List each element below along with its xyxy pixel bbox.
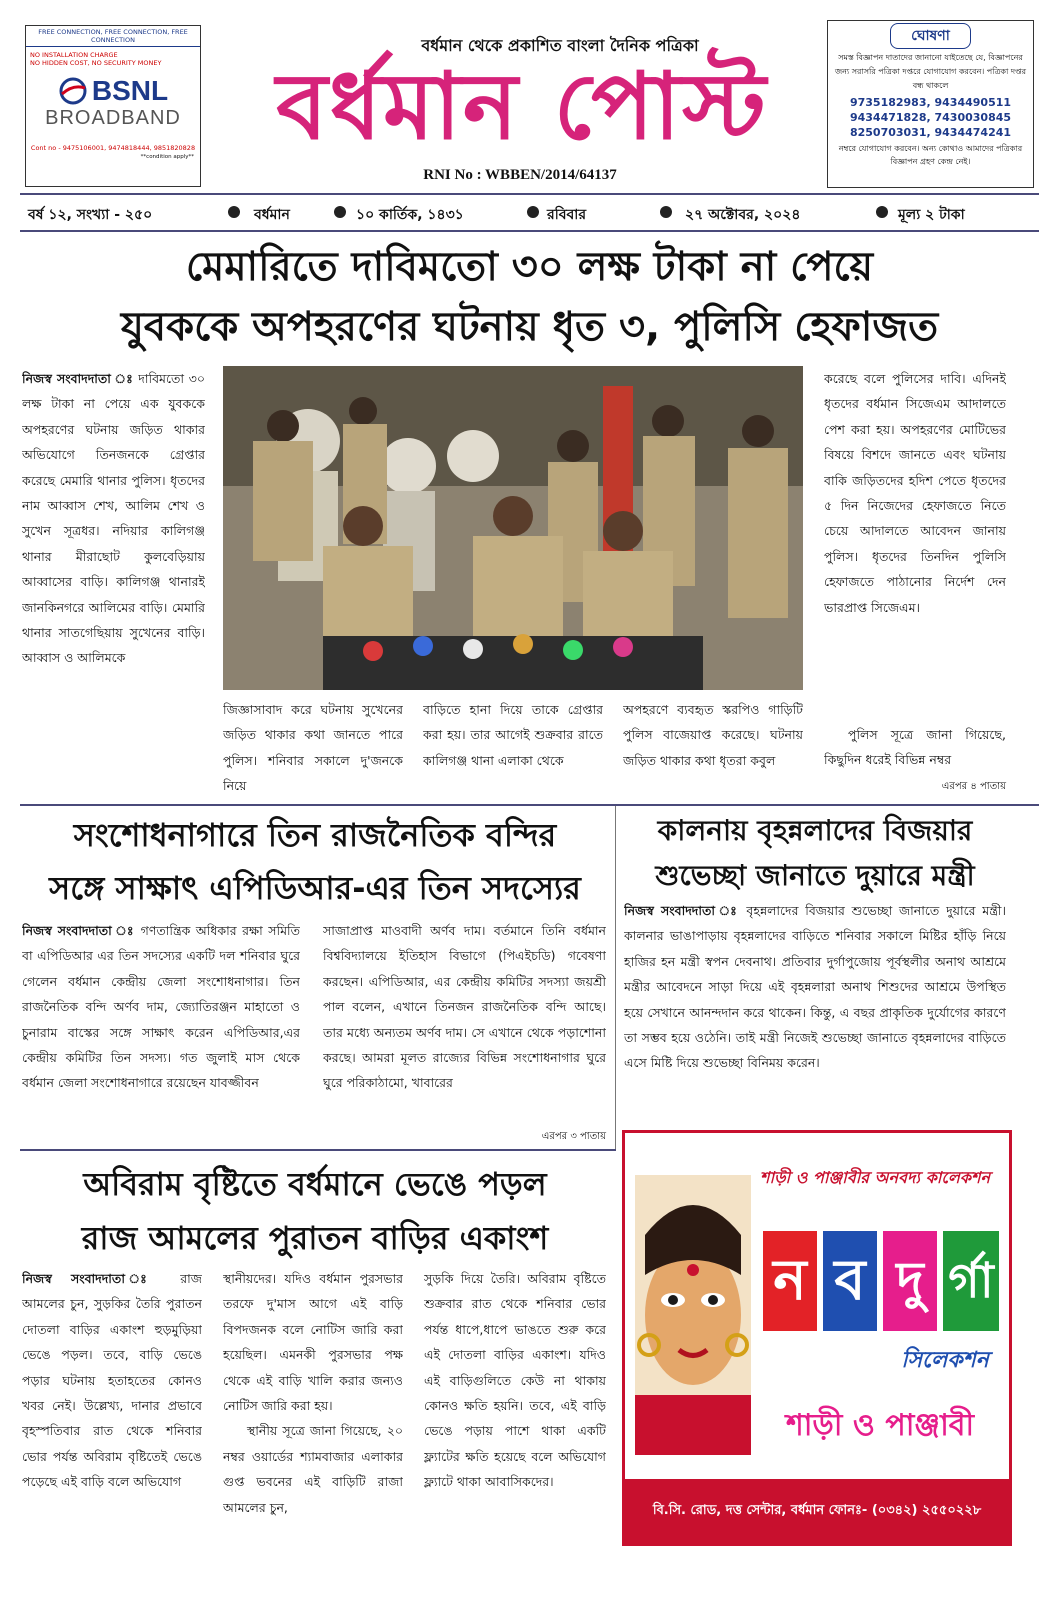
- section-rule: [20, 804, 1039, 806]
- story2-continued: এরপর ৩ পাতায়: [541, 1131, 606, 1142]
- story1-continued: এরপর ৪ পাতায়: [941, 781, 1006, 792]
- bullet-icon: [527, 206, 539, 218]
- masthead-title: বর্ধমান পোস্ট: [276, 53, 768, 160]
- story2-headline-line1: সংশোধনাগারে তিন রাজনৈতিক বন্দির: [73, 816, 557, 854]
- meta-top-rule: [20, 193, 1039, 195]
- story1-col4: অপহরণে ব্যবহৃত স্করপিও গাড়িটি পুলিস বাজেয়াপ্ত করেছে। ঘটনায় জড়িত থাকার কথা ধৃতরা কবুল: [623, 702, 803, 768]
- story4-col1: [22, 1266, 202, 1548]
- story2-col1-text: গণতান্ত্রিক অধিকার রক্ষা সমিতি বা এপিডিআর এর তিন সদস্যের একটি দল শনিবার ঘুরে গেলেন বর্ধমান কেন্দ্রীয় জেলা সংশোধনাগার। তিন রাজনৈতিক বন্দি অর্ণব দাম, জ্যোতিরঞ্জন মাহাতো ও চুনারাম বাস্কের সঙ্গে সাক্ষাৎ করেন এপিডিআর,এর কেন্দ্রীয় কমিটির তিন সদস্য। গত জুলাই মাস থেকে বর্ধমান জেলা সংশোধনাগারে রয়েছেন যাবজ্জীবন: [22, 923, 300, 1091]
- story1-headline-line2: যুবককে অপহরণের ঘটনায় ধৃত ৩, পুলিসি হেফাজত: [120, 304, 939, 350]
- bengali-date: ১০ কার্তিক, ১৪৩১: [356, 207, 464, 223]
- brand-letter-2: ব: [823, 1231, 877, 1331]
- meta-bottom-rule: [20, 230, 1039, 232]
- notice-text1: সমস্ত বিজ্ঞাপন দাতাদের জানানো যাইতেছে যে, বিজ্ঞাপনের জন্য সরাসরি পত্রিকা দপ্তরে যোগাযোগ করবেন। পত্রিকা দপ্তর বন্ধ থাকলে: [834, 53, 1027, 90]
- place: বর্ধমান: [254, 207, 290, 223]
- weekday: রবিবার: [547, 207, 587, 223]
- notice-text2: নম্বরে যোগাযোগ করবেন। অন্য কোথাও আমাদের পত্রিকার বিজ্ঞাপন গ্রহণ কেন্দ্র নেই।: [838, 144, 1023, 166]
- story4-col2: [223, 1266, 403, 1548]
- story2-col2: সাজাপ্রাপ্ত মাওবাদী অর্ণব দাম। বর্তমানে তিনি বর্ধমান বিশ্ববিদ্যালয়ে ইতিহাস বিভাগে (পিএইচডি) গবেষণা করছেন। এপিডিআর, এর কেন্দ্রীয় কমিটির সদস্যা জয়শ্রী পাল বলেন, এখানে তিনজন রাজনৈতিক বন্দি আছে। তার মধ্যে অন্যতম অর্ণব দাম। সে এখানে থেকে পড়াশোনা করছে। আমরা মূলত রাজ্যের বিভিন্ন সংশোধনাগার ঘুরে ঘুরে পরিকাঠামো, খাবারের: [323, 923, 606, 1091]
- story4-col3: সুড়কি দিয়ে তৈরি। অবিরাম বৃষ্টিতে শুক্রবার রাত থেকে শনিবার ভোর পর্যন্ত ধাপে,ধাপে ভাঙতে শুরু করে এই দোতলা বাড়ির একাংশ। যদিও এই বাড়িগুলিতে কেউ না থাকায় কোনও ক্ষতি হয়নি। তবে, এই বাড়ি ভেঙে পড়ায় পাশে থাকা একটি ফ্ল্যাটের ক্ষতি হয়েছে বলে অভিযোগ ফ্ল্যাটে থাকা আবাসিকদের।: [424, 1271, 606, 1490]
- story1-right-column-2: পুলিস সূত্রে জানা গিয়েছে, কিছুদিন ধরেই বিভিন্ন নম্বর: [824, 727, 1006, 768]
- story1-left-text: দাবিমতো ৩০ লক্ষ টাকা না পেয়ে এক যুবককে অপহরণের ঘটনায় জড়িত থাকার অভিযোগে তিনজনকে গ্রেপ্তার করেছে মেমারি থানার পুলিস। ধৃতদের নাম আব্বাস শেখ, আলিম শেখ ও সুখেন সূত্রধর। নদিয়ার কালিগঞ্জ থানার মীরাছোট কুলবেড়িয়ায় আব্বাসের বাড়ি। কালিগঞ্জ থানারই জানকিনগরে আলিমের বাড়ি। মেমারি থানার সাতগেছিয়ায় সুখেনের বাড়ি। আব্বাস ও আলিমকে: [22, 371, 205, 666]
- brand-letter-1: ন: [763, 1231, 817, 1331]
- story1-byline: নিজস্ব সংবাদদাতা ঃ: [22, 371, 134, 386]
- story1-col3: বাড়িতে হানা দিয়ে তাকে গ্রেপ্তার করা হয়। তার আগেই শুক্রবার রাতে কালিগঞ্জ থানা এলাকা থেকে: [423, 702, 603, 768]
- story2-byline: নিজস্ব সংবাদদাতা ঃ: [22, 923, 136, 938]
- bsnl-brand: BSNL: [91, 75, 169, 106]
- bsnl-contact: Cont no - 9475106001, 9474818444, 9851820828: [30, 144, 196, 152]
- story1-col2: জিজ্ঞাসাবাদ করে ঘটনায় সুখেনের জড়িত থাকার কথা জানতে পারে পুলিস। শনিবার সকালে দু'জনকে নিয়ে: [223, 702, 403, 794]
- story4-col2-text: স্থানীয়দের। যদিও বর্ধমান পুরসভার তরফে দু'মাস আগে এই বাড়ি বিপদজনক বলে নোটিস জারি করা হয়েছিল। এমনকী পুরসভার পক্ষ থেকে এই বাড়ি খালি করার জন্যও নোটিস জারি করা হয়।: [223, 1271, 403, 1414]
- saree-ad-product: শাড়ী ও পাঞ্জাবী: [785, 1408, 975, 1443]
- section-rule: [20, 1149, 616, 1151]
- issue-number: বর্ষ ১২, সংখ্যা - ২৫০: [28, 207, 153, 223]
- column-divider: [615, 806, 616, 1151]
- story4-col1-text: রাজ আমলের চুন, সুড়কির তৈরি পুরাতন দোতলা বাড়ির একাংশ হুড়মুড়িয়া ভেঙে পড়ল। তবে, বাড়ি ভেঙে পড়ার ঘটনায় হতাহতের কোনও খবর নেই। উল্লেখ্য, দানার প্রভাবে বৃহস্পতিবার রাত থেকে শনিবার ভোর পর্যন্ত অবিরাম বৃষ্টিতেই ভেঙে পড়েছে এই বাড়ি বলে অভিযোগ: [22, 1271, 202, 1490]
- story4-headline-line2: রাজ আমলের পুরাতন বাড়ির একাংশ: [81, 1219, 549, 1257]
- notice-phones1: 9735182983, 9434490511: [849, 96, 1012, 109]
- price: মূল্য ২ টাকা: [898, 207, 965, 223]
- gregorian-date: ২৭ অক্টোবর, ২০২৪: [685, 207, 801, 223]
- bsnl-ad: [25, 25, 201, 187]
- bullet-icon: [876, 206, 888, 218]
- saree-ad-tagline: শাড়ী ও পাঞ্জাবীর অনবদ্য কালেকশন: [759, 1168, 990, 1187]
- story2-col1: [22, 918, 300, 1146]
- brand-letter-3: দু: [883, 1231, 937, 1331]
- story1-right-column: করেছে বলে পুলিসের দাবি। এদিনই ধৃতদের বর্ধমান সিজেএম আদালতে পেশ করা হয়। অপহরণের মোটিভের বিষয়ে বিশদে জানতে এবং ঘটনায় বাকি জড়িতদের হদিশ পেতে ধৃতদের ৫ দিন নিজেদের হেফাজতে নিতে চেয়ে আদালতে আবেদন জানায় পুলিস। ধৃতদের তিনদিন পুলিসি হেফাজতে পাঠানোর নির্দেশ দেন ভারপ্রাপ্ত সিজেএম।: [824, 371, 1006, 615]
- bullet-icon: [228, 206, 240, 218]
- story4-headline-line1: অবিরাম বৃষ্টিতে বর্ধমানে ভেঙে পড়ল: [83, 1165, 547, 1203]
- story1-left-column: [22, 366, 205, 798]
- story2-headline-line2: সঙ্গে সাক্ষাৎ এপিডিআর-এর তিন সদস্যের: [49, 869, 581, 907]
- bsnl-logo-icon: [58, 76, 88, 106]
- saree-ad: [622, 1130, 1012, 1546]
- bullet-icon: [334, 206, 346, 218]
- bsnl-condition: **condition apply**: [140, 154, 194, 160]
- bsnl-free-connection: FREE CONNECTION, FREE CONNECTION, FREE CONNECTION: [26, 26, 200, 47]
- masthead-tagline: বর্ধমান থেকে প্রকাশিত বাংলা দৈনিক পত্রিকা: [421, 36, 699, 55]
- saree-ad-selection: সিলেকশন: [901, 1348, 989, 1373]
- story3-body-text: বৃহন্নলাদের বিজয়ার শুভেচ্ছা জানাতে দুয়ারে মন্ত্রী। কালনার ভাঙাপাড়ায় বৃহন্নলাদের বাড়িতে শনিবার সকালে মিষ্টির হাঁড়ি নিয়ে হাজির হন মন্ত্রী স্বপন দেবনাথ। প্রতিবার দুর্গাপুজোয় পূর্বস্থলীর অনাথ আশ্রমে মন্ত্রীর আবেদনে সাড়া দিয়ে এই বৃহন্নলারা অনাথ শিশুদের আশ্রমে উপস্থিত হয়ে সেখানে আনন্দদান করে থাকেন। কিন্তু, এ বছর প্রাকৃতিক দুর্যোগের কারণে তা সম্ভব হয়ে ওঠেনি। তাই মন্ত্রী নিজেই শুভেচ্ছা জানাতে বৃহন্নলাদের বাড়িতে এসে মিষ্টি দিয়ে শুভেচ্ছা বিনিময় করেন।: [624, 903, 1006, 1071]
- notice-title: ঘোষণা: [890, 23, 971, 49]
- story4-byline: নিজস্ব সংবাদদাতা ঃ: [22, 1271, 162, 1286]
- story3-headline-line2: শুভেচ্ছা জানাতে দুয়ারে মন্ত্রী: [655, 859, 975, 892]
- bsnl-broadband: BROADBAND: [45, 107, 181, 129]
- brand-letter-4: র্গা: [943, 1231, 999, 1331]
- notice-box: [827, 20, 1034, 188]
- story3-headline-line1: কালনায় বৃহন্নলাদের বিজয়ার: [657, 814, 973, 847]
- story1-headline-line1: মেমারিতে দাবিমতো ৩০ লক্ষ টাকা না পেয়ে: [185, 244, 874, 290]
- notice-phones2: 9434471828, 7430030845: [849, 111, 1012, 124]
- notice-phones3: 8250703031, 9434474241: [849, 126, 1012, 139]
- story4-col2b-text: স্থানীয় সূত্রে জানা গিয়েছে, ২০ নম্বর ওয়ার্ডের শ্যামবাজার এলাকার গুপ্ত ভবনের এই বাড়িটি রাজা আমলের চুন,: [223, 1423, 403, 1515]
- bsnl-line1: NO INSTALLATION CHARGE: [30, 51, 118, 59]
- bullet-icon: [660, 206, 672, 218]
- story3-body: [624, 898, 1006, 1126]
- bsnl-line2: NO HIDDEN COST, NO SECURITY MONEY: [30, 59, 162, 67]
- durga-illustration: [635, 1175, 751, 1455]
- story3-byline: নিজস্ব সংবাদদাতা ঃ: [624, 903, 740, 918]
- photo-illustration: [223, 366, 803, 690]
- rni-number: RNI No : WBBEN/2014/64137: [423, 167, 617, 183]
- police-press-photo: [223, 366, 803, 690]
- saree-ad-footer: বি.সি. রোড, দত্ত সেন্টার, বর্ধমান ফোনঃ- (০৩৪২) ২৫৫০২২৮: [625, 1479, 1009, 1543]
